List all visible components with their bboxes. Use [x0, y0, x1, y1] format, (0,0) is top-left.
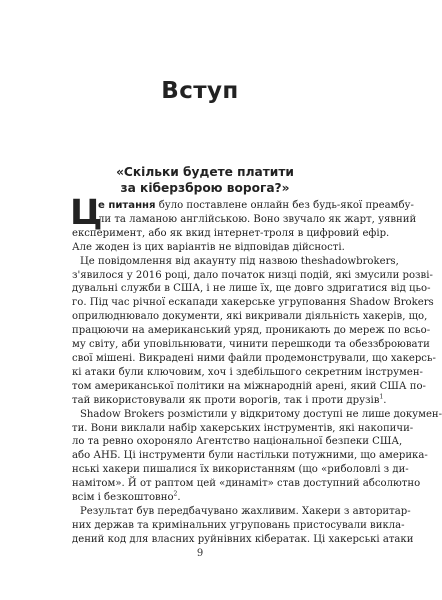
text-line: намітом». Й от раптом цей «динаміт» став доступний абсолютно [72, 478, 421, 490]
text-line: дений код для власних руйнівних кібератак. Ці хакерські атаки [72, 533, 414, 545]
text-line: працюючи на американський уряд, проникають до мереж по всьо- [72, 325, 431, 337]
paragraph [72, 408, 442, 505]
page-number: 9 [196, 548, 204, 559]
lead-in: е питання [98, 200, 156, 211]
epigraph [80, 164, 330, 196]
text-line: тай використовували як проти ворогів, так і проти друзів$^1$. [72, 393, 387, 406]
text-fragment: було поставлене онлайн без будь-якої преамбу- [155, 200, 414, 211]
text-line: з'явилося у 2016 році, дало початок низці подій, які змусили розві- [72, 269, 433, 281]
text-line: Результат був передбачувано жахливим. Хакери з авторитар- [80, 505, 411, 517]
text-line: нські хакери пишалися їх використанням (що «риболовлі з ди- [72, 464, 409, 476]
drop-cap: Ц [70, 193, 103, 233]
text-line: свої мішені. Викрадені ними файли продемонстрували, що хакерсь- [72, 352, 436, 364]
text-line: Але жоден із цих варіантів не відповідав дійсності. [72, 241, 345, 253]
text-line: том американської політики на міжнародній арені, який США по- [72, 380, 426, 392]
text-fragment: тай використовували як проти ворогів, так і проти друзів [72, 394, 380, 406]
chapter-title: Вступ [161, 78, 239, 104]
text-line: Це повідомлення від акаунту під назвою theshadowbrokers, [80, 255, 399, 267]
text-line: дувальні служби в США, і не лише їх, ще довго здригатися від цьо- [72, 283, 431, 295]
epigraph-line: «Скільки будете платити [116, 165, 294, 179]
text-line: му світу, аби уповільнювати, чинити перешкоди та обеззброювати [72, 339, 430, 351]
paragraph [72, 255, 436, 408]
paragraph [72, 505, 414, 547]
text-line: або АНБ. Ці інструменти були настільки потужними, що америка- [72, 450, 428, 462]
body-text [70, 193, 442, 547]
text-line: експеримент, або як вкид інтернет-троля в цифровий ефір. [72, 227, 390, 239]
text-line: го. Під час річної ескапади хакерське угруповання Shadow Brokers [72, 297, 434, 309]
text-line: оприлюднювало документи, які викривали діяльність хакерів, що, [72, 311, 428, 323]
text-line: ло та ревно охороняло Агентство національної безпеки США, [72, 436, 403, 448]
text-fragment: всім і безкоштовно [72, 492, 174, 504]
text-line: них держав та кримінальних угруповань пристосували викла- [72, 519, 405, 531]
paragraph-opening [70, 193, 417, 255]
text-line: Shadow Brokers розмістили у відкритому доступі не лише докумен- [80, 408, 442, 420]
footnote-marker: 1 [379, 393, 384, 401]
footnote-marker: 2 [173, 490, 178, 498]
text-line: кі атаки були ключовим, хоч і здебільшого секретним інструмен- [72, 366, 423, 378]
text-line: всім і безкоштовно$^2$. [72, 490, 181, 504]
text-line: ти. Вони виклали набір хакерських інструментів, які накопичи- [72, 422, 414, 434]
text-line: ли та ламаною англійською. Воно звучало як жарт, уявний [98, 213, 417, 225]
text-line [72, 199, 414, 213]
epigraph-line: за кіберзброю ворога?» [120, 181, 290, 195]
